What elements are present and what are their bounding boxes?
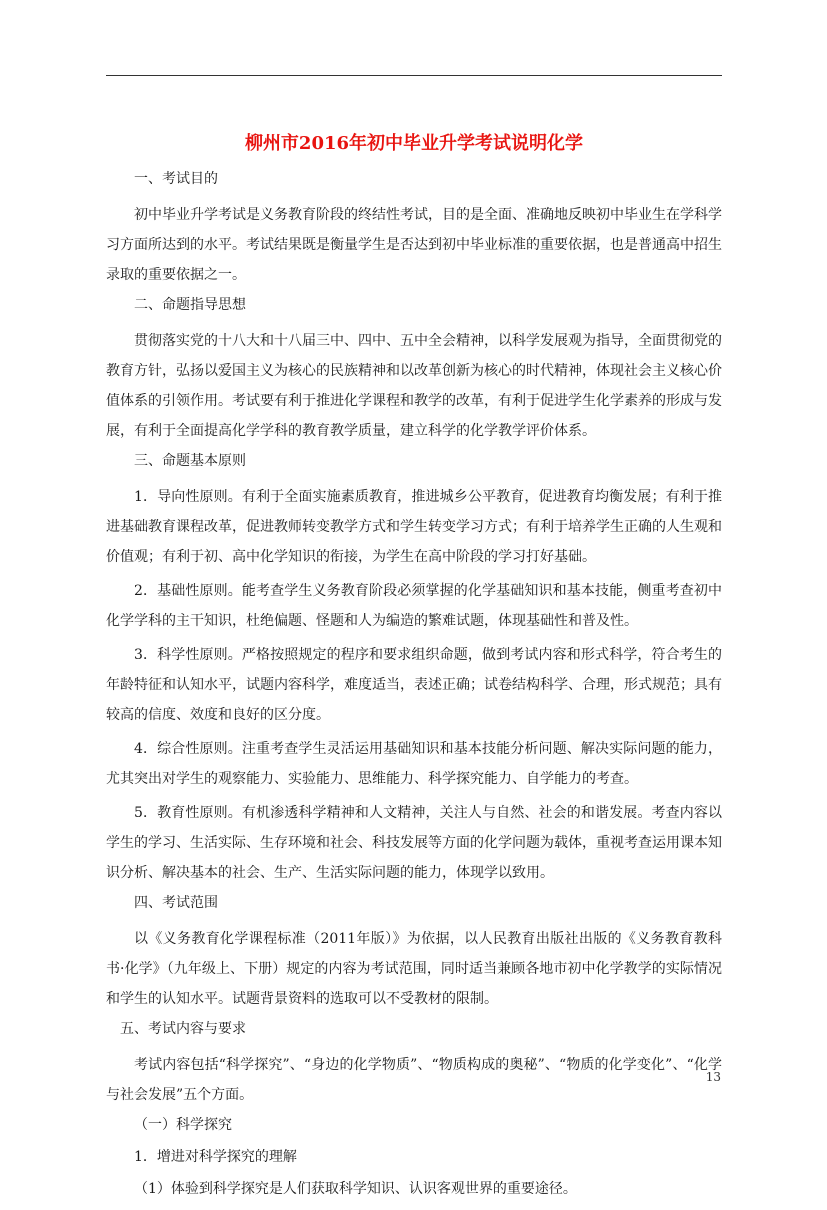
body-paragraph: 贯彻落实党的十八大和十八届三中、四中、五中全会精神，以科学发展观为指导，全面贯彻党的教育方针，弘扬以爱国主义为核心的民族精神和以改革创新为核心的时代精神，体现社会主义核心价值体系的引领作用。考试要有利于推进化学课程和教学的改革，有利于促进学生化学素养的形成与发展，有利于全面提高化学学科的教育教学质量，建立科学的化学教学评价体系。 xyxy=(106,333,722,439)
document-body xyxy=(106,168,722,1210)
body-paragraph: 5．教育性原则。有机渗透科学精神和人文精神，关注人与自然、社会的和谐发展。考查内容以学生的学习、生活实际、生存环境和社会、科技发展等方面的化学问题为载体，重视考查运用课本知识分析、解决基本的社会、生产、生活实际问题的能力，体现学以致用。 xyxy=(106,805,722,881)
section-heading: 二、命题指导思想 xyxy=(134,297,246,313)
section-heading: （一）科学探究 xyxy=(134,1117,232,1133)
section-heading: 四、考试范围 xyxy=(134,895,218,911)
section-heading: 五、考试内容与要求 xyxy=(120,1021,246,1037)
body-paragraph: 4．综合性原则。注重考查学生灵活运用基础知识和基本技能分析问题、解决实际问题的能力，尤其突出对学生的观察能力、实验能力、思维能力、科学探究能力、自学能力的考查。 xyxy=(106,741,722,787)
page-number: 13 xyxy=(705,1070,721,1084)
section-heading: （1）体验到科学探究是人们获取科学知识、认识客观世界的重要途径。 xyxy=(134,1181,577,1197)
body-paragraph: 以《义务教育化学课程标准（2011年版）》为依据，以人民教育出版社出版的《义务教育教科书·化学》（九年级上、下册）规定的内容为考试范围，同时适当兼顾各地市初中化学教学的实际情况和学生的认知水平。试题背景资料的选取可以不受教材的限制。 xyxy=(106,931,722,1007)
header-rule xyxy=(106,75,722,76)
section-heading: 一、考试目的 xyxy=(134,171,218,187)
body-paragraph: 3．科学性原则。严格按照规定的程序和要求组织命题，做到考试内容和形式科学，符合考生的年龄特征和认知水平，试题内容科学，难度适当，表述正确；试卷结构科学、合理，形式规范；具有较高的信度、效度和良好的区分度。 xyxy=(106,647,722,723)
body-paragraph: 1．导向性原则。有利于全面实施素质教育，推进城乡公平教育，促进教育均衡发展；有利于推进基础教育课程改革，促进教师转变教学方式和学生转变学习方式；有利于培养学生正确的人生观和价值观；有利于初、高中化学知识的衔接，为学生在高中阶段的学习打好基础。 xyxy=(106,489,722,565)
document-title: 柳州市2016年初中毕业升学考试说明化学 xyxy=(244,133,584,154)
section-heading: 三、命题基本原则 xyxy=(134,453,246,469)
body-paragraph: 2．基础性原则。能考查学生义务教育阶段必须掌握的化学基础知识和基本技能，侧重考查初中化学学科的主干知识，杜绝偏题、怪题和人为编造的繁难试题，体现基础性和普及性。 xyxy=(106,583,722,629)
section-heading: 1．增进对科学探究的理解 xyxy=(134,1149,297,1165)
body-paragraph: 初中毕业升学考试是义务教育阶段的终结性考试，目的是全面、准确地反映初中毕业生在学科学习方面所达到的水平。考试结果既是衡量学生是否达到初中毕业标准的重要依据，也是普通高中招生录取的重要依据之一。 xyxy=(106,207,722,283)
body-paragraph: 考试内容包括“科学探究”、“身边的化学物质”、“物质构成的奥秘”、“物质的化学变化”、“化学与社会发展”五个方面。 xyxy=(106,1057,722,1103)
